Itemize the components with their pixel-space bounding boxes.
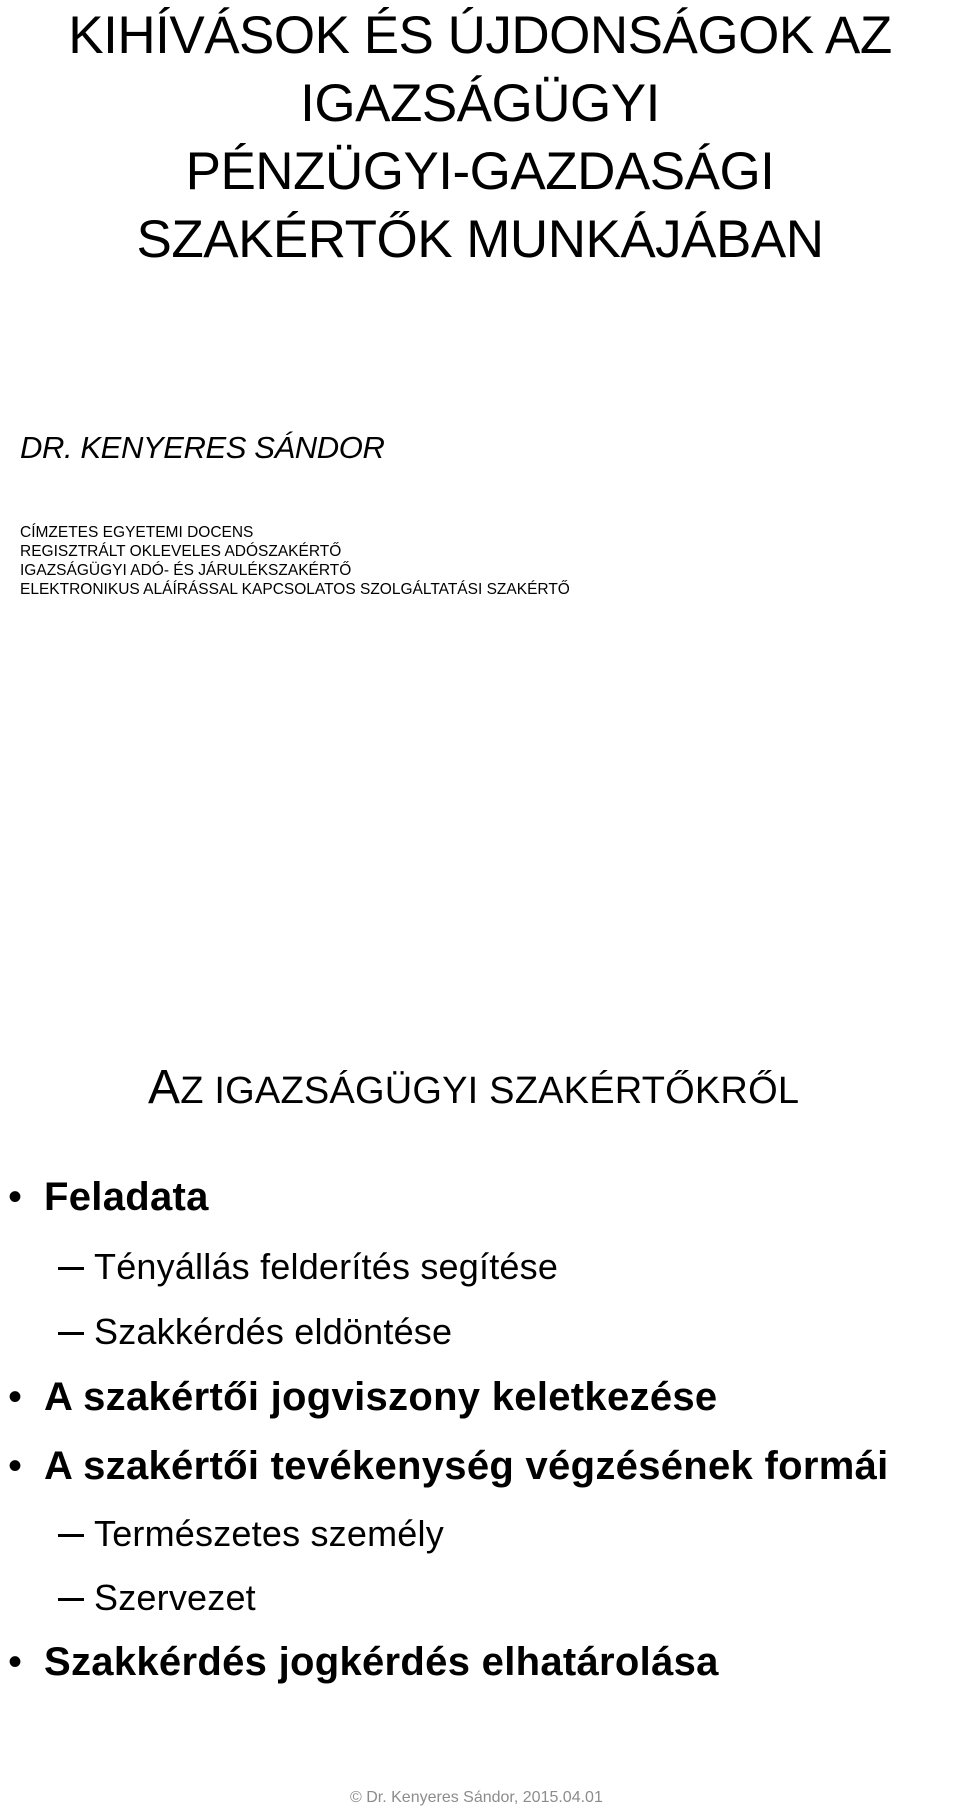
dash-icon xyxy=(58,1534,84,1537)
bullet-item-level1 xyxy=(8,1175,209,1220)
bullet-icon: • xyxy=(8,1444,23,1488)
bullet-text: Tényállás felderítés segítése xyxy=(94,1246,559,1287)
slide-1 xyxy=(0,0,960,907)
slide-2-title-rest: Z IGAZSÁGÜGYI SZAKÉRTŐKRŐL xyxy=(180,1070,800,1112)
dash-icon xyxy=(58,1598,84,1601)
title-line-1: KIHÍVÁSOK ÉS ÚJDONSÁGOK AZ xyxy=(68,6,892,65)
slide-2-title-initial: A xyxy=(148,1061,181,1114)
slide-1-title xyxy=(40,2,920,274)
bullet-item-level2 xyxy=(94,1311,452,1353)
bullet-text: Feladata xyxy=(44,1175,209,1219)
dash-icon xyxy=(58,1267,84,1270)
bullet-text: Szervezet xyxy=(94,1577,256,1618)
bullet-item-level1 xyxy=(8,1444,889,1489)
dash-icon xyxy=(58,1332,84,1335)
bullet-item-level1 xyxy=(8,1640,719,1685)
title-line-3: PÉNZÜGYI-GAZDASÁGI xyxy=(185,142,775,201)
slide-2-title xyxy=(148,1060,799,1115)
title-line-4: SZAKÉRTŐK MUNKÁJÁBAN xyxy=(136,210,824,269)
role-item: REGISZTRÁLT OKLEVELES ADÓSZAKÉRTŐ xyxy=(20,543,342,560)
bullet-item-level1 xyxy=(8,1375,718,1420)
bullet-icon: • xyxy=(8,1375,23,1419)
bullet-text: A szakértői tevékenység végzésének formái xyxy=(44,1444,889,1488)
author-roles-list xyxy=(20,523,570,599)
slide-2 xyxy=(0,907,960,1815)
bullet-icon: • xyxy=(8,1640,23,1684)
bullet-icon: • xyxy=(8,1175,23,1219)
bullet-item-level2 xyxy=(94,1513,444,1555)
bullet-text: Természetes személy xyxy=(94,1513,444,1554)
bullet-item-level2 xyxy=(94,1577,256,1619)
slide-footer: © Dr. Kenyeres Sándor, 2015.04.01 xyxy=(350,1789,603,1806)
bullet-text: A szakértői jogviszony keletkezése xyxy=(44,1375,718,1419)
bullet-text: Szakkérdés jogkérdés elhatárolása xyxy=(44,1640,719,1684)
title-line-2: IGAZSÁGÜGYI xyxy=(300,74,660,133)
bullet-text: Szakkérdés eldöntése xyxy=(94,1311,453,1352)
bullet-item-level2 xyxy=(94,1246,558,1288)
author-name: DR. KENYERES SÁNDOR xyxy=(20,430,385,465)
role-item: CÍMZETES EGYETEMI DOCENS xyxy=(20,524,254,541)
role-item: IGAZSÁGÜGYI ADÓ- ÉS JÁRULÉKSZAKÉRTŐ xyxy=(20,562,352,579)
role-item: ELEKTRONIKUS ALÁÍRÁSSAL KAPCSOLATOS SZOLGÁLTATÁSI SZAKÉRTŐ xyxy=(20,581,570,598)
